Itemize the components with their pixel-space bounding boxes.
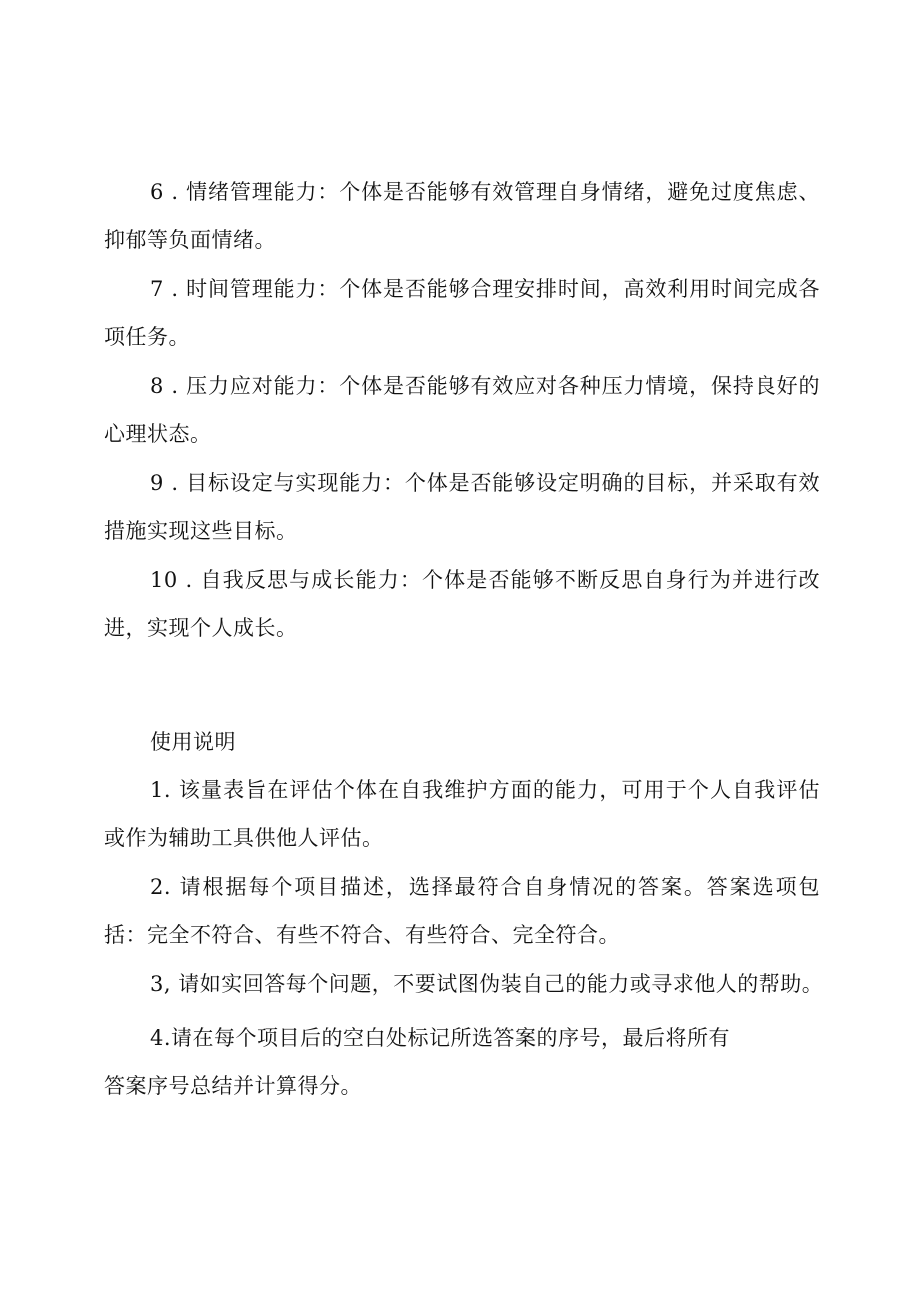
instructions-heading: 使用说明 — [150, 730, 236, 754]
instruction-point-1: 1. 该量表旨在评估个体在自我维护方面的能力，可用于个人自我评估或作为辅助工具供他人评估。 — [104, 778, 820, 850]
instruction-point-4-line-2: 答案序号总结并计算得分。 — [104, 1074, 362, 1098]
instruction-point-4-line-1: 4.请在每个项目后的空白处标记所选答案的序号，最后将所有 — [150, 1026, 731, 1050]
instruction-point-3: 3, 请如实回答每个问题，不要试图伪装自己的能力或寻求他人的帮助。 — [150, 972, 824, 996]
item-6-emotion-management: 6 . 情绪管理能力：个体是否能够有效管理自身情绪，避免过度焦虑、抑郁等负面情绪。 — [104, 180, 820, 252]
item-8-stress-coping: 8 . 压力应对能力：个体是否能够有效应对各种压力情境，保持良好的心理状态。 — [104, 374, 820, 446]
item-10-self-reflection: 10 . 自我反思与成长能力：个体是否能够不断反思自身行为并进行改进，实现个人成长。 — [104, 568, 820, 640]
item-7-time-management: 7 . 时间管理能力：个体是否能够合理安排时间，高效利用时间完成各项任务。 — [104, 277, 820, 349]
instruction-point-2: 2. 请根据每个项目描述，选择最符合自身情况的答案。答案选项包括：完全不符合、有些不符合、有些符合、完全符合。 — [104, 875, 820, 947]
item-9-goal-setting: 9 . 目标设定与实现能力：个体是否能够设定明确的目标，并采取有效措施实现这些目标。 — [104, 471, 820, 543]
